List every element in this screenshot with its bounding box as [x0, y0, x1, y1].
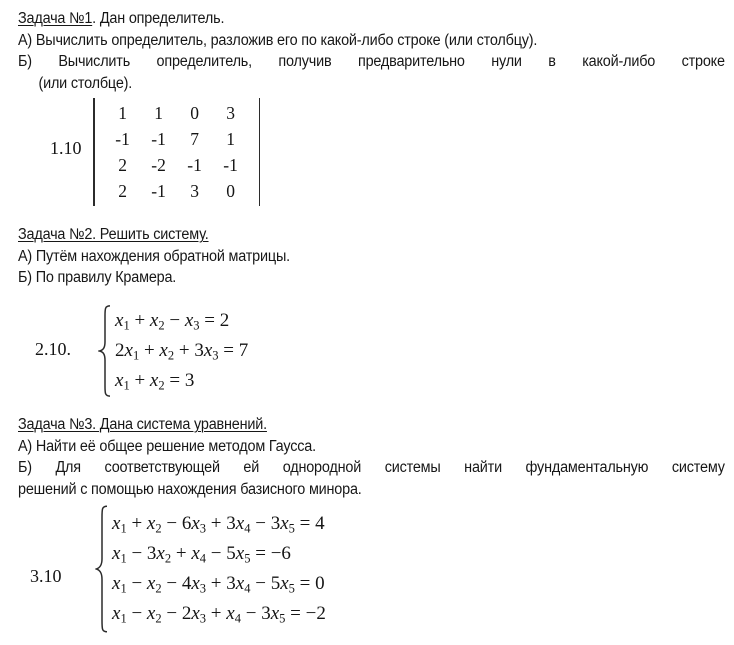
matrix-cell: 2	[118, 181, 127, 201]
task-2-item-a: А) Путём нахождения обратной матрицы.	[18, 247, 290, 265]
task-3-heading-underlined: Задача №3. Дана система уравнений.	[18, 416, 267, 433]
task-1-item-b: Б) Вычислить определитель, получив предварительно нули в какой-либо строке	[18, 53, 725, 70]
task-1-text-block	[18, 8, 725, 94]
task-2-text-block	[18, 224, 718, 289]
matrix-cell: -1	[115, 129, 130, 149]
task-2-heading	[18, 224, 669, 246]
left-brace-icon	[98, 305, 112, 397]
equation-row: $x_1 - x_2 - 2x_3 + x_4 - 3x_5 = -2$	[112, 603, 326, 626]
matrix-cell: 1	[118, 103, 127, 123]
matrix-cell: 0	[190, 103, 199, 123]
determinant-grid	[95, 98, 259, 206]
task-2-system	[98, 305, 248, 397]
task-1-item-b-cont: (или столбце).	[38, 74, 133, 92]
task-3-equations	[109, 509, 326, 629]
task-1-heading	[18, 8, 669, 30]
task-3-system	[95, 505, 326, 633]
task-3-item-b: Б) Для соответствующей ей однородной системы найти фундаментальную систему	[18, 459, 725, 476]
task-3-item-a: А) Найти её общее решение методом Гаусса.	[18, 437, 316, 455]
equation-row: $x_1 + x_2 - 6x_3 + 3x_4 - 3x_5 = 4$	[112, 513, 325, 536]
left-brace-icon	[95, 505, 109, 633]
matrix-cell: 2	[118, 155, 127, 175]
matrix-cell: 3	[190, 181, 199, 201]
matrix-cell: 0	[226, 181, 235, 201]
matrix-cell: -1	[151, 129, 166, 149]
task-3-item-b-cont: решений с помощью нахождения базисного минора.	[18, 480, 362, 498]
task-1-problem-number: 1.10	[50, 138, 82, 158]
task-3-text-block	[18, 414, 725, 500]
task-1-heading-rest: . Дан определитель.	[92, 10, 225, 27]
equation-row: $x_1 - x_2 - 4x_3 + 3x_4 - 5x_5 = 0$	[112, 573, 325, 596]
equation-row: $x_1 + x_2 - x_3 = 2$	[115, 310, 230, 333]
equation-row: $x_1 - 3x_2 + x_4 - 5x_5 = -6$	[112, 543, 291, 566]
task-1-determinant	[93, 98, 260, 206]
matrix-cell: 1	[154, 103, 163, 123]
matrix-cell: -1	[151, 181, 166, 201]
task-2-problem-number: 2.10.	[35, 339, 71, 359]
task-2-equations	[112, 306, 248, 396]
matrix-cell: -1	[223, 155, 238, 175]
task-1-heading-underlined: Задача №1	[18, 10, 93, 27]
matrix-cell: -1	[187, 155, 202, 175]
task-3-heading	[18, 414, 669, 436]
matrix-cell: 3	[226, 103, 235, 123]
task-2-heading-underlined: Задача №2. Решить систему.	[18, 226, 209, 243]
equation-row: $x_1 + x_2 = 3$	[115, 370, 195, 393]
matrix-cell: 7	[190, 129, 199, 149]
matrix-cell: 1	[226, 129, 235, 149]
matrix-cell: -2	[151, 155, 166, 175]
task-3-problem-number: 3.10	[30, 566, 62, 586]
equation-row: $2x_1 + x_2 + 3x_3 = 7$	[115, 340, 249, 363]
determinant-right-bar	[259, 98, 261, 206]
task-1-item-a: А) Вычислить определитель, разложив его по какой-либо строке (или столбцу).	[18, 31, 538, 49]
task-2-item-b: Б) По правилу Крамера.	[18, 269, 177, 286]
